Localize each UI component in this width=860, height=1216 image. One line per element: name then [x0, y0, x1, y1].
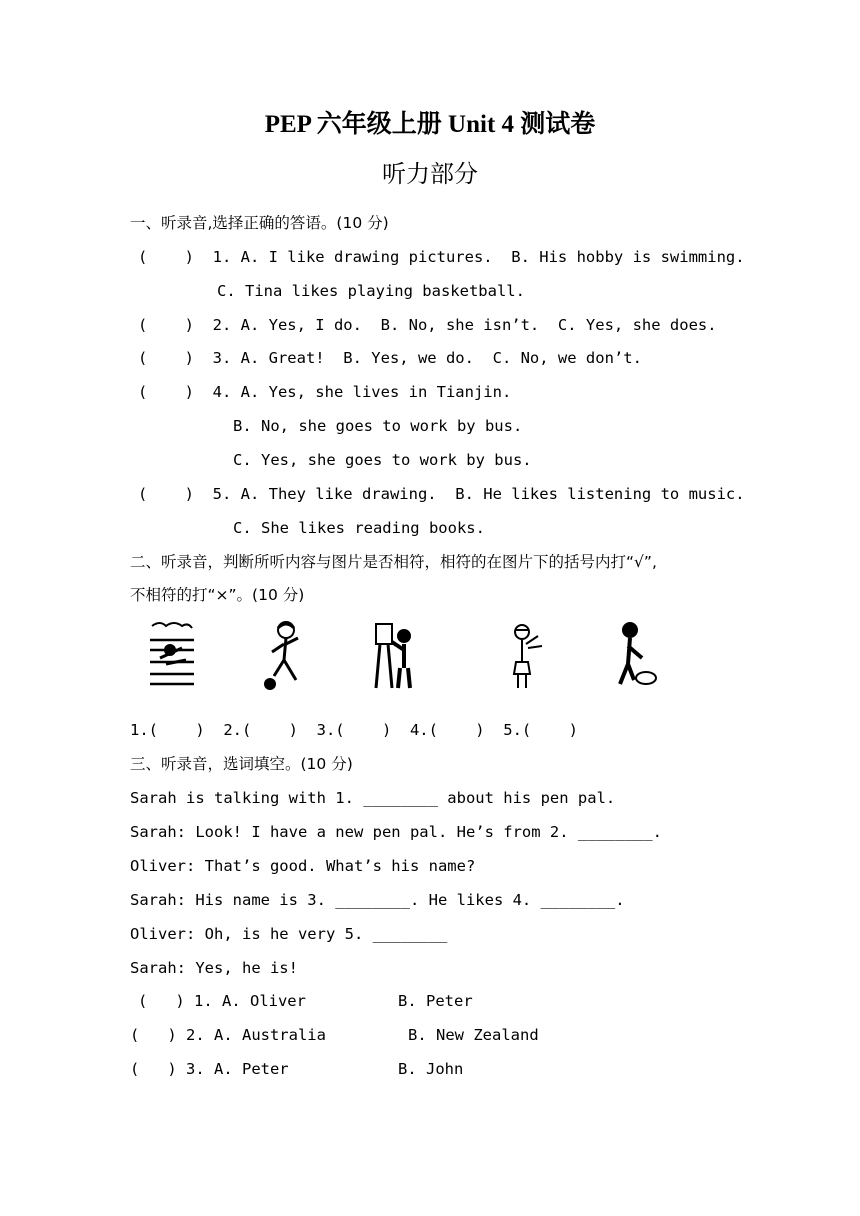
dialogue-line: Oliver: That’s good. What’s his name? — [130, 857, 476, 875]
section3-heading: 三、听录音，选词填空。(10 分) — [130, 755, 353, 773]
dialogue-line: Sarah: His name is 3. ________. He likes 4. ________. — [130, 891, 625, 909]
option-3-a: ( ) 3. A. Peter — [130, 1060, 289, 1078]
question-5: ( ) 5. A. They like drawing. B. He likes listening to music. — [138, 485, 745, 503]
page-title: PEP 六年级上册 Unit 4 测试卷 — [264, 111, 596, 138]
question-2: ( ) 2. A. Yes, I do. B. No, she isn’t. C. Yes, she does. — [138, 316, 717, 334]
option-2-b: B. New Zealand — [408, 1026, 539, 1044]
option-1-a: ( ) 1. A. Oliver — [138, 992, 306, 1010]
option-3-b: B. John — [398, 1060, 464, 1078]
question-4-option-b: B. No, she goes to work by bus. — [233, 417, 523, 435]
question-4: ( ) 4. A. Yes, she lives in Tianjin. — [138, 383, 512, 401]
question-3: ( ) 3. A. Great! B. Yes, we do. C. No, we don’t. — [138, 349, 642, 367]
option-1-b: B. Peter — [398, 992, 473, 1010]
swimming-picture — [146, 618, 198, 694]
football-boy-picture — [260, 618, 312, 694]
question-5-option-c: C. She likes reading books. — [233, 519, 485, 537]
question-1: ( ) 1. A. I like drawing pictures. B. His hobby is swimming. — [138, 248, 745, 266]
section-title: 听力部分 — [382, 160, 478, 188]
dialogue-line: Sarah: Yes, he is! — [130, 959, 298, 977]
section2-heading-line1: 二、听录音，判断所听内容与图片是否相符，相符的在图片下的括号内打“√”, — [130, 553, 657, 571]
violin-girl-picture — [498, 618, 550, 694]
dialogue-line: Sarah: Look! I have a new pen pal. He’s from 2. ________. — [130, 823, 662, 841]
dialogue-line: Sarah is talking with 1. ________ about his pen pal. — [130, 789, 616, 807]
picture-answer-brackets: 1.( ) 2.( ) 3.( ) 4.( ) 5.( ) — [130, 721, 578, 739]
option-2-a: ( ) 2. A. Australia — [130, 1026, 326, 1044]
section1-heading: 一、听录音,选择正确的答语。(10 分) — [130, 214, 389, 232]
question-4-option-c: C. Yes, she goes to work by bus. — [233, 451, 532, 469]
painting-girl-picture — [370, 618, 422, 694]
dialogue-line: Oliver: Oh, is he very 5. ________ — [130, 925, 448, 943]
washing-picture — [608, 618, 660, 694]
section2-heading-line2: 不相符的打“×”。(10 分) — [130, 586, 305, 604]
question-1-option-c: C. Tina likes playing basketball. — [217, 282, 525, 300]
